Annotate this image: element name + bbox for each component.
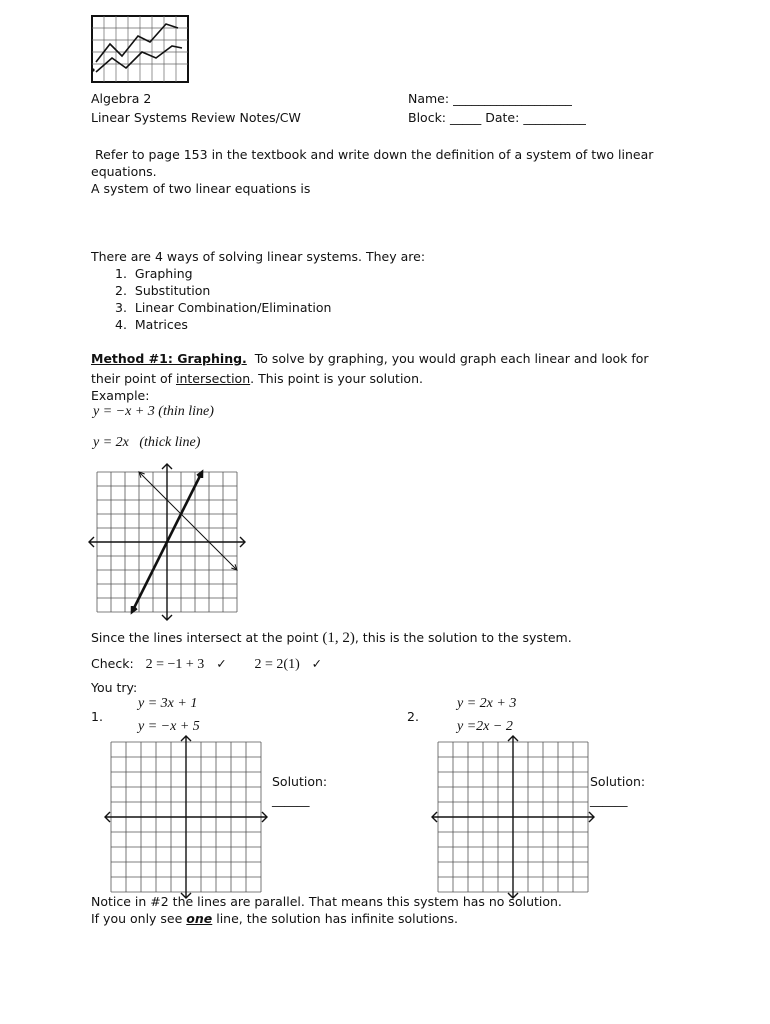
example-eq-1: y = −x + 3 (thin line) <box>93 404 214 419</box>
intro-line-1: Refer to page 153 in the textbook and write down the definition of a system of two linear <box>95 147 654 162</box>
check-eq-2: 2 = 2(1) <box>254 657 300 672</box>
problem-1-eq-2: y = −x + 5 <box>138 719 200 734</box>
graph-line <box>139 472 237 570</box>
check-mark-2: ✓ <box>311 656 323 671</box>
date-label: Date: <box>485 110 520 125</box>
axes <box>432 736 594 898</box>
problem-2-solution: Solution: <box>590 774 646 789</box>
ways-item-3: 3. Linear Combination/Elimination <box>115 300 332 315</box>
you-try-label: You try: <box>91 680 138 695</box>
problem-1-number: 1. <box>91 709 103 724</box>
problem-2-solution-blank[interactable]: ______ <box>590 792 628 807</box>
problem-2-number: 2. <box>407 709 419 724</box>
name-blank[interactable]: ___________________ <box>453 91 572 106</box>
intersection-sentence: Since the lines intersect at the point (1, 2), this is the solution to the system. <box>91 630 572 646</box>
block-blank[interactable]: _____ <box>450 110 482 125</box>
method1-title: Method #1: Graphing. <box>91 351 247 366</box>
thin-line-y-neg-x-plus-3 <box>139 472 237 570</box>
ways-item-4: 4. Matrices <box>115 317 188 332</box>
problem-1-eq-1: y = 3x + 1 <box>138 696 198 711</box>
check-eq-1: 2 = −1 + 3 <box>145 657 205 672</box>
ways-item-1: 1. Graphing <box>115 266 193 281</box>
problem-1-graph[interactable] <box>103 734 269 900</box>
note-parallel: Notice in #2 the lines are parallel. That means this system has no solution. <box>91 894 562 909</box>
problem-1-solution: Solution: <box>272 774 328 789</box>
note-infinite: If you only see one line, the solution has infinite solutions. <box>91 911 458 926</box>
method1-line-2: their point of intersection. This point is your solution. <box>91 371 423 386</box>
name-label: Name: <box>408 91 450 106</box>
check-label: Check: <box>91 656 134 671</box>
ways-heading: There are 4 ways of solving linear systems. They are: <box>91 249 426 264</box>
course-title: Algebra 2 <box>91 91 152 106</box>
intro-line-3: A system of two linear equations is <box>91 181 311 196</box>
chart-logo-icon <box>88 14 192 86</box>
axes <box>105 736 267 898</box>
intersection-point: (1, 2) <box>322 630 355 646</box>
method1-line-1: Method #1: Graphing. To solve by graphing, you would graph each linear and look for <box>91 351 649 366</box>
ways-item-2: 2. Substitution <box>115 283 211 298</box>
check-mark-1: ✓ <box>216 656 227 671</box>
problem-1-solution-blank[interactable]: ______ <box>272 792 310 807</box>
problem-2-eq-1: y = 2x + 3 <box>457 696 517 711</box>
name-field[interactable] <box>408 91 572 106</box>
intro-line-2: equations. <box>91 164 157 179</box>
date-blank[interactable]: __________ <box>523 110 586 125</box>
block-date-field[interactable] <box>408 110 586 125</box>
example-graph <box>86 460 252 628</box>
check-line <box>91 656 322 673</box>
problem-2-eq-2: y =2x − 2 <box>457 719 513 734</box>
block-label: Block: <box>408 110 447 125</box>
problem-2-graph[interactable] <box>430 734 596 900</box>
worksheet-subtitle: Linear Systems Review Notes/CW <box>91 110 301 125</box>
example-label: Example: <box>91 388 150 403</box>
example-eq-2: y = 2x (thick line) <box>93 435 201 450</box>
